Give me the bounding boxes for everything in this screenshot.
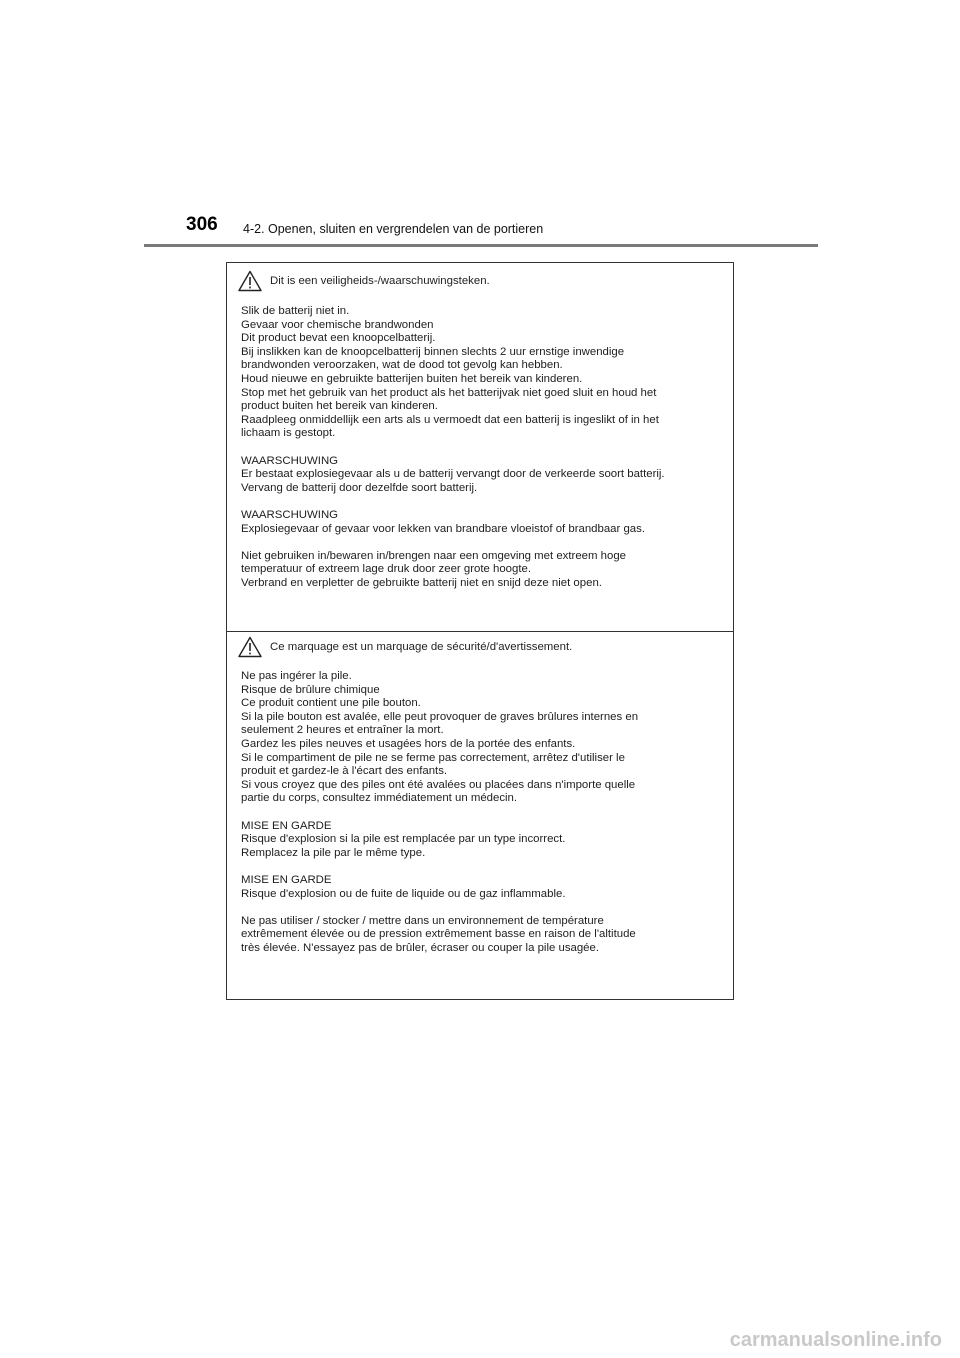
text-line: partie du corps, consultez immédiatement un médecin. — [241, 792, 518, 805]
text-line: Niet gebruiken in/bewaren in/brengen naar een omgeving met extreem hoge — [241, 549, 626, 562]
paragraph-gap — [241, 441, 727, 455]
text-line: temperatuur of extreem lage druk door zeer grote hoogte. — [241, 563, 531, 576]
text-line: Explosiegevaar of gevaar voor lekken van brandbare vloeistof of brandbaar gas. — [241, 522, 645, 535]
text-line: Verbrand en verpletter de gebruikte batterij niet en snijd deze niet open. — [241, 576, 602, 589]
text-line: Bij inslikken kan de knoopcelbatterij binnen slechts 2 uur ernstige inwendige — [241, 345, 625, 358]
warning-triangle-icon — [238, 270, 262, 292]
text-line: Risque d'explosion ou de fuite de liquide ou de gaz inflammable. — [241, 887, 566, 900]
paragraph-gap — [241, 860, 727, 874]
text-line: Gevaar voor chemische brandwonden — [241, 318, 434, 331]
text-line: MISE EN GARDE — [241, 873, 332, 886]
text-line: WAARSCHUWING — [241, 508, 339, 521]
french-warning-panel — [227, 631, 733, 999]
text-line: MISE EN GARDE — [241, 819, 332, 832]
text-line: Gardez les piles neuves et usagées hors de la portée des enfants. — [241, 737, 576, 750]
text-line: Remplacez la pile par le même type. — [241, 846, 426, 859]
text-line: Si vous croyez que des piles ont été avalées ou placées dans n'importe quelle — [241, 778, 636, 791]
text-line: lichaam is gestopt. — [241, 427, 336, 440]
paragraph-gap — [241, 495, 727, 509]
paragraph-gap — [241, 536, 727, 550]
text-line: produit et gardez-le à l'écart des enfants. — [241, 765, 448, 778]
text-line: Risque de brûlure chimique — [241, 683, 380, 696]
text-line: seulement 2 heures et entraîner la mort. — [241, 724, 444, 737]
french-warning-text — [241, 670, 727, 955]
text-line: WAARSCHUWING — [241, 454, 339, 467]
text-line: Stop met het gebruik van het product als het batterijvak niet goed sluit en houd het — [241, 386, 657, 399]
dutch-warning-panel — [227, 263, 733, 631]
battery-warning-label — [226, 262, 734, 1000]
text-line: Er bestaat explosiegevaar als u de batterij vervangt door de verkeerde soort batterij. — [241, 468, 665, 481]
section-title: 4-2. Openen, sluiten en vergrendelen van de portieren — [243, 222, 544, 236]
warning-triangle-icon — [238, 636, 262, 658]
text-line: Dit product bevat een knoopcelbatterij. — [241, 332, 436, 345]
text-line: Houd nieuwe en gebruikte batterijen buiten het bereik van kinderen. — [241, 372, 583, 385]
text-line: Slik de batterij niet in. — [241, 305, 350, 317]
paragraph-gap — [241, 901, 727, 915]
text-line: Si le compartiment de pile ne se ferme pas correctement, arrêtez d'utiliser le — [241, 751, 625, 764]
text-line: extrêmement élevée ou de pression extrêmement basse en raison de l'altitude — [241, 928, 636, 941]
text-line: Ce produit contient une pile bouton. — [241, 697, 421, 710]
french-warning-heading — [238, 636, 572, 658]
page-number: 306 — [186, 214, 218, 235]
text-line: Risque d'explosion si la pile est remplacée par un type incorrect. — [241, 833, 566, 846]
text-line: brandwonden veroorzaken, wat de dood tot gevolg kan hebben. — [241, 359, 563, 372]
footer-watermark: carmanualsonline.info — [729, 1329, 942, 1351]
dutch-warning-heading — [238, 270, 490, 292]
text-line: Ne pas utiliser / stocker / mettre dans un environnement de température — [241, 914, 604, 927]
dutch-warning-text — [241, 305, 727, 590]
french-warning-title: Ce marquage est un marquage de sécurité/d'avertissement. — [270, 641, 573, 653]
dutch-warning-title: Dit is een veiligheids-/waarschuwingsteken. — [270, 275, 490, 287]
text-line: Ne pas ingérer la pile. — [241, 670, 352, 682]
paragraph-gap — [241, 806, 727, 820]
header-rule — [144, 244, 818, 247]
text-line: Vervang de batterij door dezelfde soort batterij. — [241, 481, 478, 494]
text-line: Raadpleeg onmiddellijk een arts als u vermoedt dat een batterij is ingeslikt of in het — [241, 413, 659, 426]
text-line: Si la pile bouton est avalée, elle peut provoquer de graves brûlures internes en — [241, 710, 639, 723]
text-line: très élevée. N'essayez pas de brûler, écraser ou couper la pile usagée. — [241, 941, 600, 954]
text-line: product buiten het bereik van kinderen. — [241, 400, 438, 413]
